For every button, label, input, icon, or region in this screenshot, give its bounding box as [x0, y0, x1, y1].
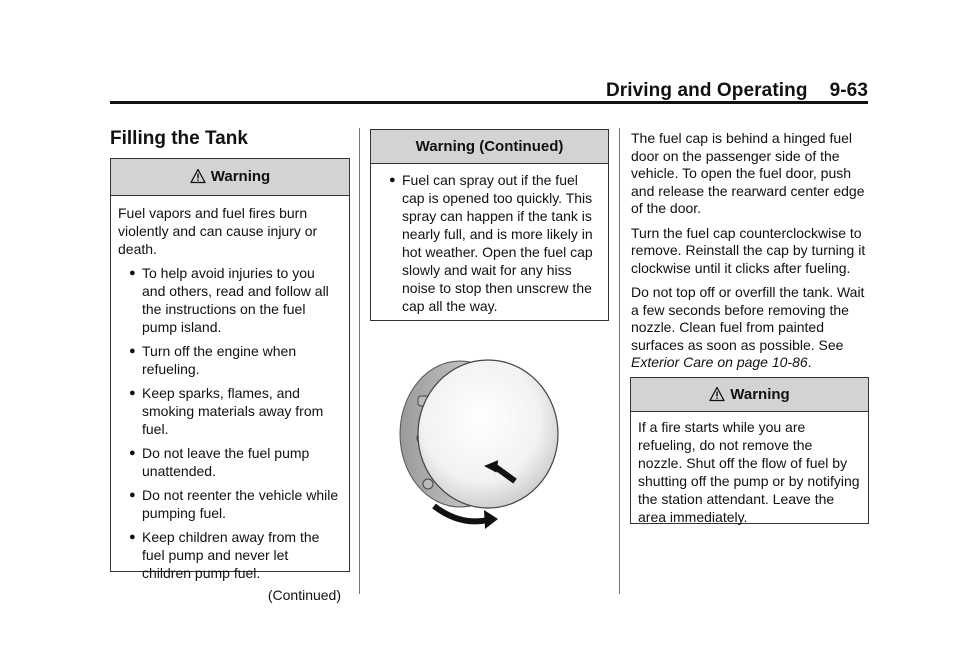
page-number: 9-63 [829, 80, 868, 101]
column-divider-2 [619, 128, 620, 594]
warning-box-header: Warning (Continued) [371, 130, 608, 164]
warning-box-fire [630, 377, 869, 524]
warning-box-body [631, 412, 868, 536]
fuel-door-illustration [388, 356, 568, 551]
warning-title: Warning [730, 386, 790, 403]
list-item: ● Do not reenter the vehicle while pumping fuel. [129, 487, 339, 521]
warning-bullet-list [118, 264, 341, 582]
cross-reference-link[interactable]: Exterior Care on page 10-86 [631, 354, 808, 370]
list-item: ● Do not leave the fuel pump unattended. [129, 445, 310, 479]
warning-box-header [631, 378, 868, 412]
list-item: ● Keep sparks, flames, and smoking materials away from fuel. [129, 385, 324, 437]
header-rule [110, 101, 868, 104]
warning-box-body [111, 196, 349, 608]
fuel-cap-instructions [631, 130, 871, 379]
list-item: ● Keep children away from the fuel pump and never let children pump fuel. [129, 529, 320, 581]
warning-triangle-icon [190, 162, 206, 198]
paragraph: Turn the fuel cap counterclockwise to remove. Reinstall the cap by turning it clockwise until it clicks after fueling. [631, 224, 866, 276]
warning-box-body [371, 164, 608, 325]
bullet-dot-icon: ● [129, 387, 136, 399]
list-item: ● Fuel can spray out if the fuel cap is opened too quickly. This spray can happen if the tank is nearly full, and is more likely in hot weather. Open the fuel cap slowly and wait for any hiss noise to stop then unscrew the cap all the way. [389, 172, 593, 314]
bullet-dot-icon: ● [129, 345, 136, 357]
warning-box-fuel-vapors [110, 158, 350, 603]
section-title: Filling the Tank [110, 128, 248, 149]
warning-bullet-list [378, 171, 600, 315]
bullet-dot-icon: ● [129, 447, 136, 459]
column-divider-1 [359, 128, 360, 594]
warning-title: Warning [210, 168, 271, 185]
list-item: ● To help avoid injuries to you and others, read and follow all the instructions on the fuel pump island. [129, 265, 329, 335]
bullet-dot-icon: ● [129, 267, 136, 279]
warning-intro: Fuel vapors and fuel fires burn violently and can cause injury or death. [118, 205, 318, 257]
warning-triangle-icon [709, 381, 725, 414]
bullet-dot-icon: ● [389, 174, 396, 186]
bullet-dot-icon: ● [129, 489, 136, 501]
header-section-name: Driving and Operating [605, 80, 808, 101]
paragraph: Do not top off or overfill the tank. Wait a few seconds before removing the nozzle. Clean fuel from painted surfaces as soon as possible. See Exterior Care on page 10-86. [631, 284, 865, 370]
warning-box-header [111, 159, 349, 196]
paragraph: The fuel cap is behind a hinged fuel door on the passenger side of the vehicle. To open the fuel door, push and release the rearward center edge of the door. [631, 130, 865, 216]
running-header [606, 80, 868, 102]
continued-label: (Continued) [267, 587, 341, 603]
bullet-dot-icon: ● [129, 531, 136, 543]
warning-text: If a fire starts while you are refueling, do not remove the nozzle. Shut off the flow of fuel by shutting off the pump or by notifying the station attendant. Leave the area immediately. [638, 419, 860, 525]
warning-box-fuel-spray [370, 129, 609, 321]
list-item: ● Turn off the engine when refueling. [129, 343, 297, 377]
